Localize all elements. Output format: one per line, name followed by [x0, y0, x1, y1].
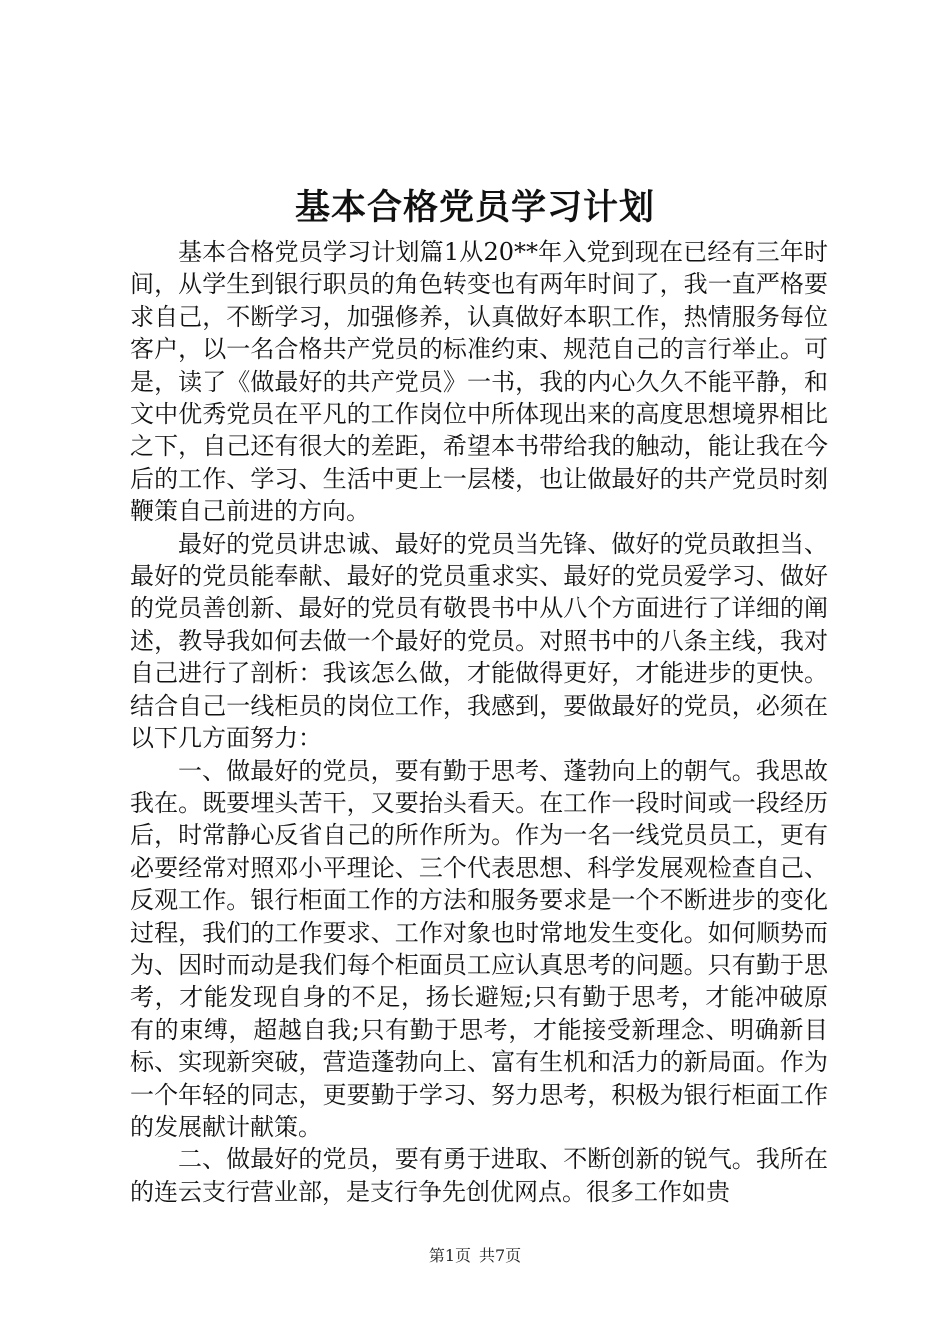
document-body — [130, 236, 828, 1208]
page-total: 共7页 — [479, 1246, 522, 1265]
page-footer — [0, 1245, 950, 1267]
paragraph-1: 基本合格党员学习计划篇1从20**年入党到现在已经有三年时间，从学生到银行职员的角色转变也有两年时间了，我一直严格要求自己，不断学习，加强修养，认真做好本职工作，热情服务每位客户，以一名合格共产党员的标准约束、规范自己的言行举止。可是，读了《做最好的共产党员》一书，我的内心久久不能平静，和文中优秀党员在平凡的工作岗位中所体现出来的高度思想境界相比之下，自己还有很大的差距，希望本书带给我的触动，能让我在今后的工作、学习、生活中更上一层楼，也让做最好的共产党员时刻鞭策自己前进的方向。 — [130, 238, 828, 526]
paragraph-2: 最好的党员讲忠诚、最好的党员当先锋、做好的党员敢担当、最好的党员能奉献、最好的党员重求实、最好的党员爱学习、做好的党员善创新、最好的党员有敬畏书中从八个方面进行了详细的阐述，教导我如何去做一个最好的党员。对照书中的八条主线，我对自己进行了剖析：我该怎么做，才能做得更好，才能进步的更快。结合自己一线柜员的岗位工作，我感到，要做最好的党员，必须在以下几方面努力： — [130, 529, 828, 753]
paragraph-3: 一、做最好的党员，要有勤于思考、蓬勃向上的朝气。我思故我在。既要埋头苦干，又要抬头看天。在工作一段时间或一段经历后，时常静心反省自己的所作所为。作为一名一线党员员工，更有必要经常对照邓小平理论、三个代表思想、科学发展观检查自己、反观工作。银行柜面工作的方法和服务要求是一个不断进步的变化过程，我们的工作要求、工作对象也时常地发生变化。如何顺势而为、因时而动是我们每个柜面员工应认真思考的问题。只有勤于思考，才能发现自身的不足，扬长避短;只有勤于思考，才能冲破原有的束缚，超越自我;只有勤于思考，才能接受新理念、明确新目标、实现新突破，营造蓬勃向上、富有生机和活力的新局面。作为一个年轻的同志，更要勤于学习、努力思考，积极为银行柜面工作的发展献计献策。 — [130, 756, 828, 1141]
page-number: 第1页 — [428, 1246, 471, 1265]
document-title: 基本合格党员学习计划 — [294, 187, 655, 228]
paragraph-4: 二、做最好的党员，要有勇于进取、不断创新的锐气。我所在的连云支行营业部，是支行争先创优网点。很多工作如贵 — [130, 1145, 828, 1206]
